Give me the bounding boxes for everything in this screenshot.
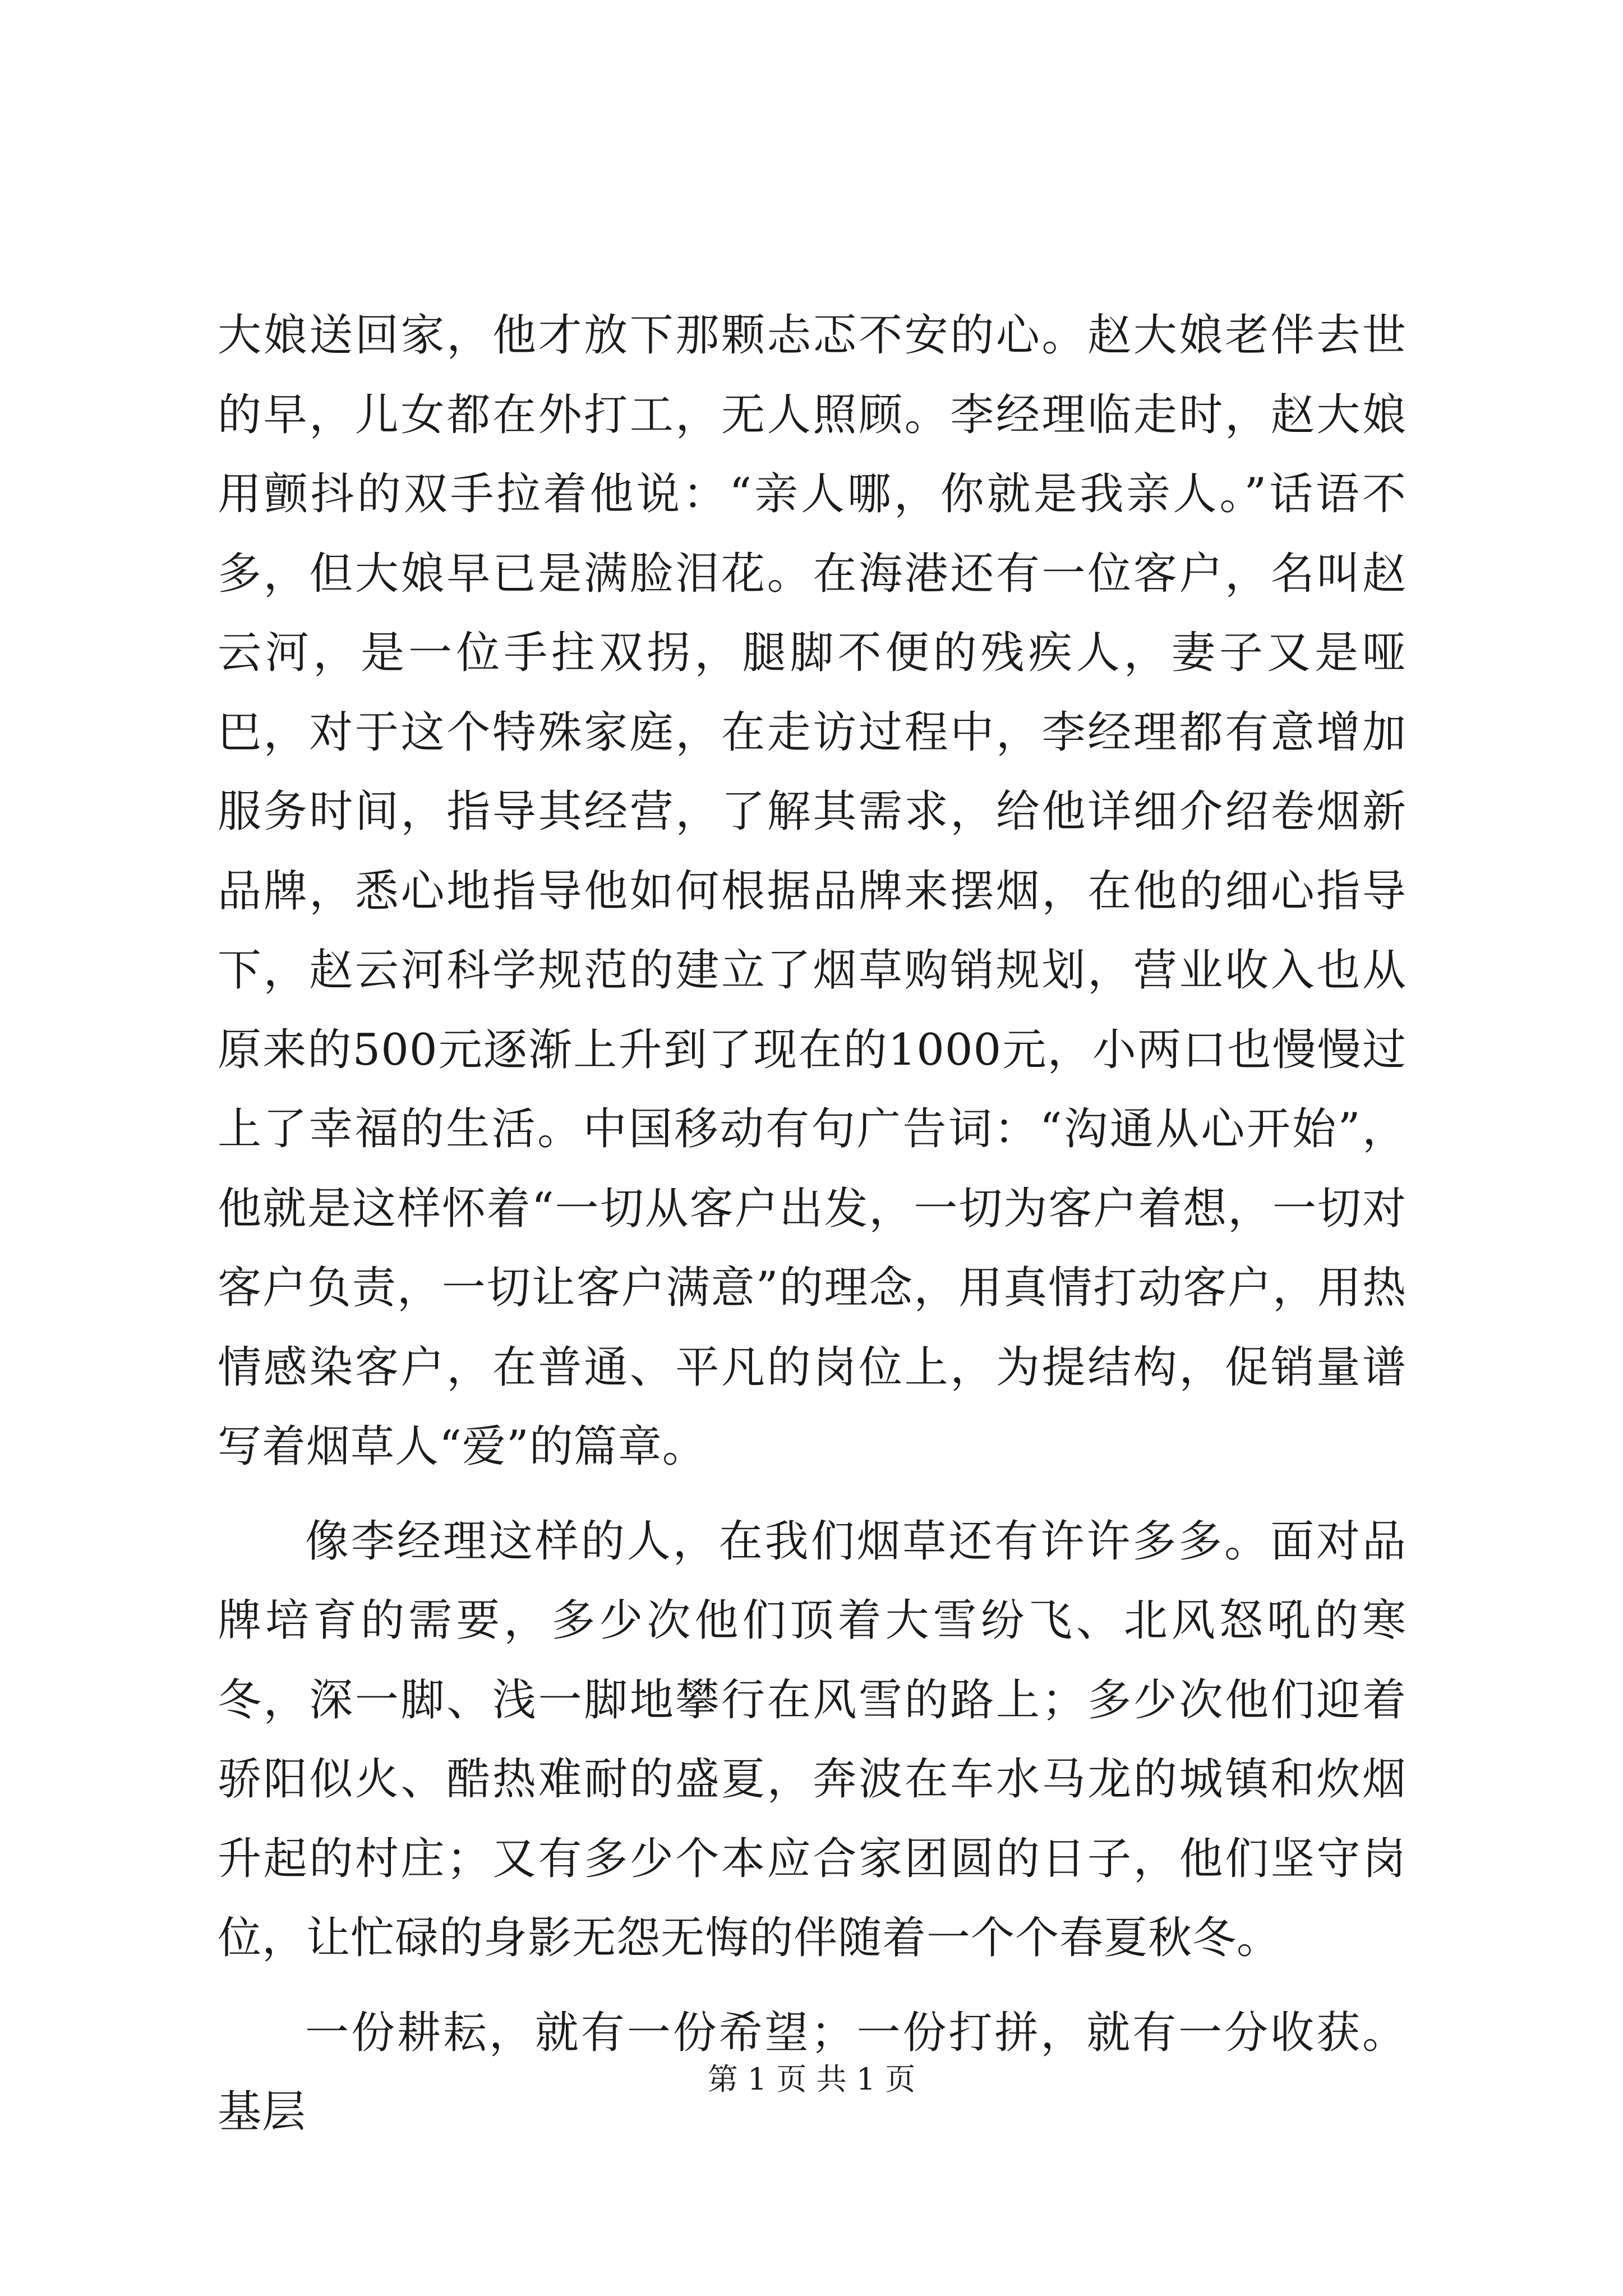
paragraph-1: 大娘送回家，他才放下那颗忐忑不安的心。赵大娘老伴去世的早，儿女都在外打工，无人照顾。李经理临走时，赵大娘用颤抖的双手拉着他说：“亲人哪，你就是我亲人。”话语不多，但大娘早已是满脸泪花。在海港还有一位客户，名叫赵云河，是一位手拄双拐，腿脚不便的残疾人，妻子又是哑巴，对于这个特殊家庭，在走访过程中，李经理都有意增加服务时间，指导其经营，了解其需求，给他详细介绍卷烟新品牌，悉心地指导他如何根据品牌来摆烟，在他的细心指导下，赵云河科学规范的建立了烟草购销规划，营业收入也从原来的500元逐渐上升到了现在的1000元，小两口也慢慢过上了幸福的生活。中国移动有句广告词：“沟通从心开始”，他就是这样怀着“一切从客户出发，一切为客户着想，一切对客户负责，一切让客户满意”的理念，用真情打动客户，用热情感染客户，在普通、平凡的岗位上，为提结构，促销量谱写着烟草人“爱”的篇章。	[218, 310, 1407, 1472]
paragraph-2: 像李经理这样的人，在我们烟草还有许许多多。面对品牌培育的需要，多少次他们顶着大雪纷飞、北风怒吼的寒冬，深一脚、浅一脚地攀行在风雪的路上；多少次他们迎着骄阳似火、酷热难耐的盛夏，奔波在车水马龙的城镇和炊烟升起的村庄；又有多少个本应合家团圆的日子，他们坚守岗位，让忙碌的身影无怨无悔的伴随着一个个春夏秋冬。	[218, 1516, 1407, 1963]
document-body	[218, 296, 1407, 2168]
page-footer: 第 1 页 共 1 页	[707, 2062, 916, 2097]
paragraph-3: 一份耕耘，就有一份希望；一份打拼，就有一分收获。基层	[218, 2007, 1407, 2137]
